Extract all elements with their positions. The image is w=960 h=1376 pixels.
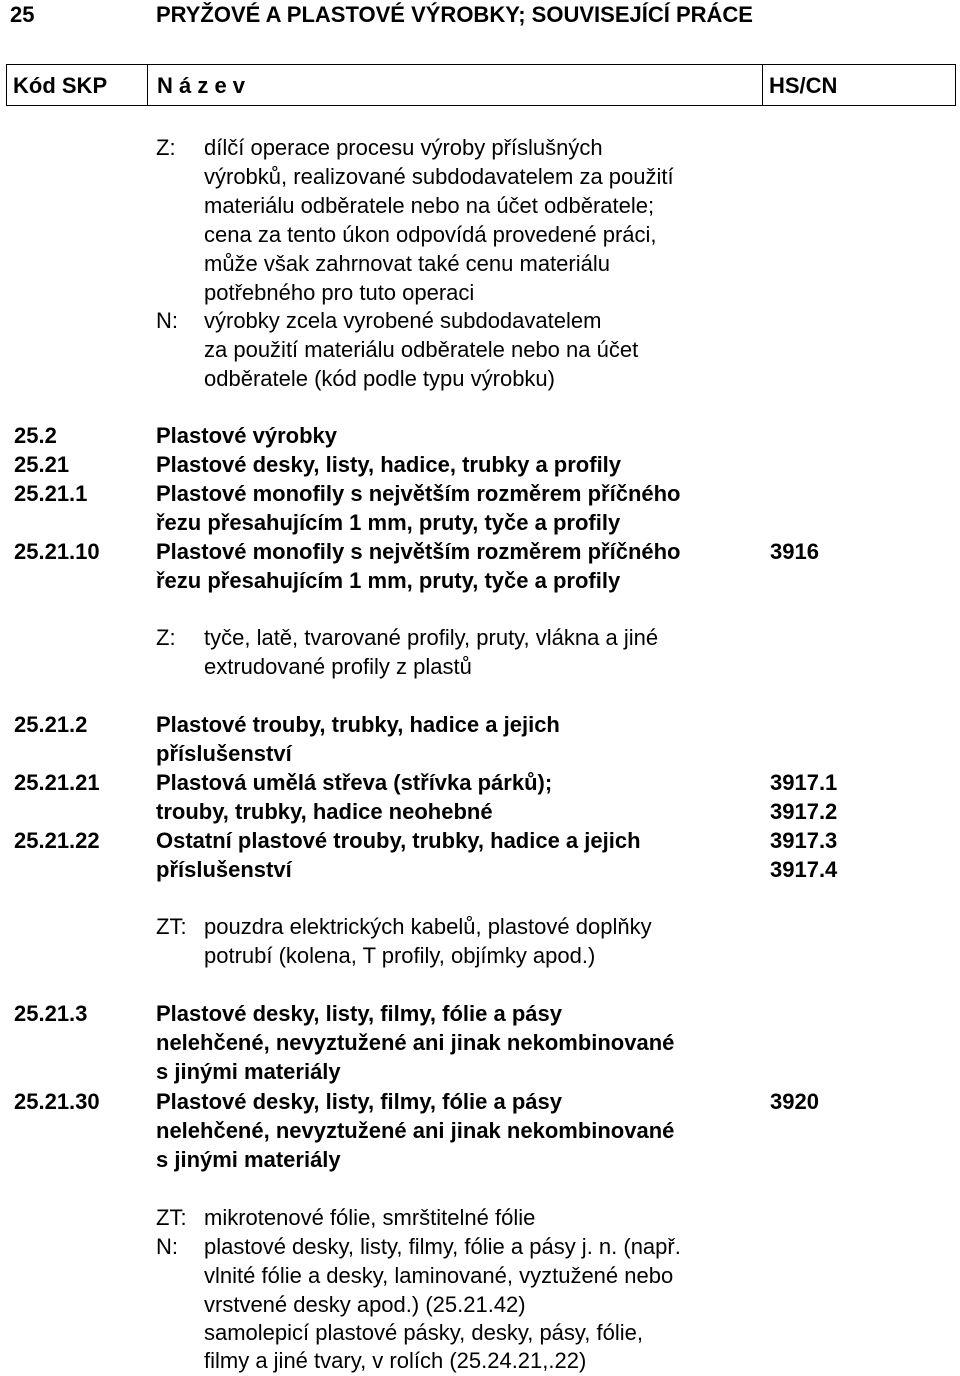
chapter-number: 25	[10, 2, 35, 27]
note-line: plastové desky, listy, filmy, fólie a pásy j. n. (např.	[204, 1234, 681, 1259]
entry-code: 25.21.3	[14, 1001, 88, 1026]
note-line: pouzdra elektrických kabelů, plastové doplňky	[204, 914, 652, 939]
note-label-zt: ZT:	[156, 914, 187, 939]
column-header-name: N á z e v	[157, 73, 246, 98]
note-line: materiálu odběratele nebo na účet odběratele;	[204, 193, 655, 218]
entry-name: příslušenství	[156, 741, 292, 766]
entry-name: Plastové desky, listy, filmy, fólie a pásy	[156, 1001, 562, 1026]
entry-name: Plastové desky, listy, filmy, fólie a pásy	[156, 1089, 562, 1114]
entry-code: 25.21.1	[14, 481, 88, 506]
note-label-z: Z:	[156, 625, 176, 650]
note-line: výrobků, realizované subdodavatelem za použití	[204, 164, 674, 189]
entry-name: Plastové monofily s největším rozměrem příčného	[156, 539, 681, 564]
entry-name: příslušenství	[156, 857, 292, 882]
chapter-title: PRYŽOVÉ A PLASTOVÉ VÝROBKY; SOUVISEJÍCÍ PRÁCE	[156, 2, 753, 27]
column-divider	[762, 65, 763, 105]
note-label-zt: ZT:	[156, 1205, 187, 1230]
entry-code: 25.21.2	[14, 712, 88, 737]
entry-name: s jinými materiály	[156, 1147, 341, 1172]
entry-name: Plastové desky, listy, hadice, trubky a profily	[156, 452, 622, 477]
note-line: mikrotenové fólie, smrštitelné fólie	[204, 1205, 536, 1230]
note-line: vrstvené desky apod.) (25.21.42)	[204, 1292, 526, 1317]
note-line: dílčí operace procesu výroby příslušných	[204, 135, 603, 160]
entry-name: nelehčené, nevyztužené ani jinak nekombinované	[156, 1118, 675, 1143]
entry-name: Plastové výrobky	[156, 423, 337, 448]
entry-name: nelehčené, nevyztužené ani jinak nekombinované	[156, 1030, 675, 1055]
note-line: vlnité fólie a desky, laminované, vyztužené nebo	[204, 1263, 674, 1288]
entry-name: Plastová umělá střeva (střívka párků);	[156, 770, 553, 795]
entry-name: Plastové trouby, trubky, hadice a jejich	[156, 712, 560, 737]
entry-code: 25.21.22	[14, 828, 100, 853]
hs-code: 3917.3	[770, 828, 838, 853]
entry-name: řezu přesahujícím 1 mm, pruty, tyče a profily	[156, 568, 621, 593]
entry-name: Ostatní plastové trouby, trubky, hadice a jejich	[156, 828, 641, 853]
column-header-row	[6, 64, 956, 106]
note-line: za použití materiálu odběratele nebo na účet	[204, 337, 639, 362]
note-label-n: N:	[156, 1234, 178, 1259]
hs-code: 3917.4	[770, 857, 838, 882]
note-line: výrobky zcela vyrobené subdodavatelem	[204, 308, 602, 333]
entry-code: 25.21.21	[14, 770, 100, 795]
note-line: tyče, latě, tvarované profily, pruty, vlákna a jiné	[204, 625, 659, 650]
note-line: samolepicí plastové pásky, desky, pásy, fólie,	[204, 1320, 643, 1345]
column-divider	[147, 65, 148, 105]
entry-name: trouby, trubky, hadice neohebné	[156, 799, 493, 824]
note-line: odběratele (kód podle typu výrobku)	[204, 366, 555, 391]
note-line: může však zahrnovat také cenu materiálu	[204, 251, 610, 276]
entry-code: 25.21.30	[14, 1089, 100, 1114]
hs-code: 3917.1	[770, 770, 838, 795]
entry-code: 25.21	[14, 452, 70, 477]
note-line: potřebného pro tuto operaci	[204, 280, 475, 305]
note-label-z: Z:	[156, 135, 176, 160]
note-label-n: N:	[156, 308, 178, 333]
hs-code: 3920	[770, 1089, 819, 1114]
entry-name: Plastové monofily s největším rozměrem příčného	[156, 481, 681, 506]
entry-name: řezu přesahujícím 1 mm, pruty, tyče a profily	[156, 510, 621, 535]
note-line: cena za tento úkon odpovídá provedené práci,	[204, 222, 657, 247]
entry-code: 25.2	[14, 423, 57, 448]
note-line: extrudované profily z plastů	[204, 654, 472, 679]
hs-code: 3917.2	[770, 799, 838, 824]
hs-code: 3916	[770, 539, 819, 564]
column-header-code: Kód SKP	[13, 73, 108, 98]
column-header-hs: HS/CN	[769, 73, 838, 98]
page-header	[0, 0, 960, 30]
note-line: filmy a jiné tvary, v rolích (25.24.21,.22)	[204, 1348, 587, 1373]
entry-code: 25.21.10	[14, 539, 100, 564]
note-line: potrubí (kolena, T profily, objímky apod.)	[204, 943, 596, 968]
entry-name: s jinými materiály	[156, 1059, 341, 1084]
